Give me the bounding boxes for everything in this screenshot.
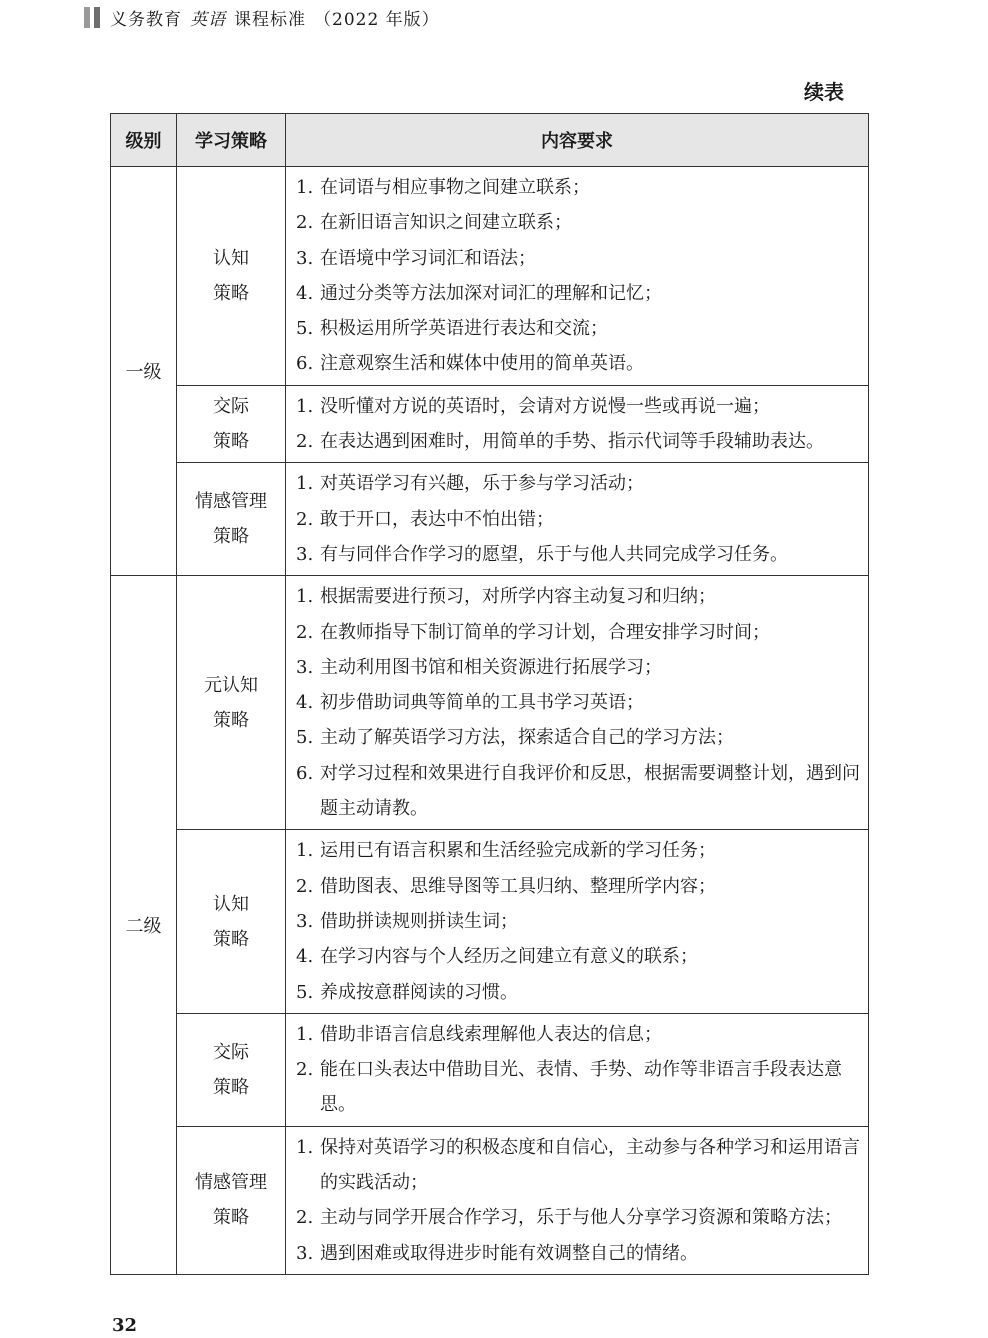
item-number: 4. <box>296 946 314 968</box>
list-item <box>296 650 862 685</box>
running-head <box>84 4 448 30</box>
content-cell <box>286 576 869 830</box>
strategy-label-line: 策略 <box>213 282 249 304</box>
item-text: 运用已有语言积累和生活经验完成新的学习任务； <box>320 840 716 862</box>
running-head-standard: 课程标准 <box>234 9 306 30</box>
item-number: 3. <box>296 910 314 932</box>
list-item <box>296 685 862 720</box>
table-row <box>111 167 869 386</box>
list-item <box>296 869 862 904</box>
item-text: 主动与同学开展合作学习，乐于与他人分享学习资源和策略方法； <box>320 1207 842 1229</box>
content-cell <box>286 830 869 1013</box>
strategy-label-line: 情感管理 <box>195 491 267 513</box>
list-item <box>296 241 862 276</box>
item-number: 6. <box>296 353 314 375</box>
list-item <box>296 466 862 501</box>
item-number: 2. <box>296 508 314 530</box>
content-cell <box>286 463 869 576</box>
table-header-row <box>111 114 869 167</box>
item-text: 没听懂对方说的英语时，会请对方说慢一些或再说一遍； <box>320 395 770 417</box>
item-number: 2. <box>296 431 314 453</box>
content-cell <box>286 167 869 386</box>
requirement-list <box>296 579 862 826</box>
item-text: 敢于开口，表达中不怕出错； <box>320 508 554 530</box>
list-item <box>296 537 862 572</box>
item-number: 5. <box>296 318 314 340</box>
strategy-label-line: 策略 <box>213 431 249 453</box>
strategy-label-line: 认知 <box>213 247 249 269</box>
item-number: 1. <box>296 473 314 495</box>
item-number: 3. <box>296 1242 314 1264</box>
requirement-list <box>296 833 862 1009</box>
strategy-label-line: 策略 <box>213 1076 249 1098</box>
level-cell: 二级 <box>111 576 177 1275</box>
list-item <box>296 579 862 614</box>
strategy-label-line: 认知 <box>213 893 249 915</box>
requirement-list <box>296 1017 862 1123</box>
item-text: 在语境中学习词汇和语法； <box>320 247 536 269</box>
content-cell <box>286 385 869 463</box>
continued-table-label: 续表 <box>804 80 844 104</box>
header-content: 内容要求 <box>286 114 869 167</box>
list-item <box>296 939 862 974</box>
strategy-label-line: 策略 <box>213 526 249 548</box>
table-body <box>111 167 869 1275</box>
list-item <box>296 346 862 381</box>
header-level: 级别 <box>111 114 177 167</box>
item-number: 3. <box>296 656 314 678</box>
strategy-label-line: 策略 <box>213 928 249 950</box>
item-text: 在词语与相应事物之间建立联系； <box>320 177 590 198</box>
requirement-list <box>296 170 862 382</box>
list-item <box>296 1200 862 1235</box>
list-item <box>296 1052 862 1123</box>
item-text: 主动利用图书馆和相关资源进行拓展学习； <box>320 656 662 678</box>
item-text: 在学习内容与个人经历之间建立有意义的联系； <box>320 946 698 968</box>
item-number: 2. <box>296 1059 314 1081</box>
list-item <box>296 502 862 537</box>
item-number: 1. <box>296 1136 314 1158</box>
strategy-label-line: 交际 <box>213 396 249 418</box>
list-item <box>296 424 862 459</box>
strategy-label-line: 交际 <box>213 1041 249 1063</box>
item-number: 1. <box>296 395 314 417</box>
strategy-cell <box>177 1126 286 1274</box>
item-text: 对学习过程和效果进行自我评价和反思，根据需要调整计划，遇到问题主动请教。 <box>320 762 860 820</box>
table-row <box>111 1013 869 1126</box>
item-text: 积极运用所学英语进行表达和交流； <box>320 318 608 340</box>
header-strategy: 学习策略 <box>177 114 286 167</box>
level-cell: 一级 <box>111 167 177 576</box>
item-number: 1. <box>296 1023 314 1045</box>
requirement-list <box>296 389 862 460</box>
content-cell <box>286 1013 869 1126</box>
item-text: 对英语学习有兴趣，乐于参与学习活动； <box>320 473 644 495</box>
table-row <box>111 576 869 830</box>
item-text: 在新旧语言知识之间建立联系； <box>320 212 572 234</box>
strategy-label-line: 策略 <box>213 1207 249 1229</box>
table-row <box>111 830 869 1013</box>
item-number: 2. <box>296 621 314 643</box>
item-number: 1. <box>296 840 314 862</box>
item-text: 有与同伴合作学习的愿望，乐于与他人共同完成学习任务。 <box>320 543 788 565</box>
list-item <box>296 615 862 650</box>
item-number: 5. <box>296 981 314 1003</box>
table-row <box>111 385 869 463</box>
list-item <box>296 170 862 205</box>
item-text: 在教师指导下制订简单的学习计划，合理安排学习时间； <box>320 621 770 643</box>
item-text: 通过分类等方法加深对词汇的理解和记忆； <box>320 282 662 304</box>
list-item <box>296 205 862 240</box>
item-number: 5. <box>296 727 314 749</box>
item-text: 注意观察生活和媒体中使用的简单英语。 <box>320 353 644 375</box>
list-item <box>296 389 862 424</box>
item-text: 保持对英语学习的积极态度和自信心，主动参与各种学习和运用语言的实践活动； <box>320 1136 860 1194</box>
strategy-cell <box>177 830 286 1013</box>
strategy-label-line: 元认知 <box>204 674 258 696</box>
item-text: 在表达遇到困难时，用简单的手势、指示代词等手段辅助表达。 <box>320 431 824 453</box>
strategy-cell <box>177 167 286 386</box>
item-text: 借助拼读规则拼读生词； <box>320 910 518 932</box>
strategy-cell <box>177 385 286 463</box>
requirement-list <box>296 466 862 572</box>
running-head-edition: （2022 年版） <box>314 9 440 30</box>
item-number: 1. <box>296 586 314 608</box>
list-item <box>296 1017 862 1052</box>
item-text: 能在口头表达中借助目光、表情、手势、动作等非语言手段表达意思。 <box>320 1059 842 1116</box>
item-number: 1. <box>296 177 314 198</box>
strategy-table <box>110 113 869 1275</box>
item-number: 6. <box>296 762 314 784</box>
table-row <box>111 463 869 576</box>
item-text: 初步借助词典等简单的工具书学习英语； <box>320 692 644 714</box>
item-number: 4. <box>296 692 314 714</box>
running-head-title: 义务教育 <box>110 9 182 30</box>
item-number: 3. <box>296 247 314 269</box>
item-number: 3. <box>296 543 314 565</box>
list-item <box>296 276 862 311</box>
strategy-cell <box>177 576 286 830</box>
list-item <box>296 720 862 755</box>
item-text: 主动了解英语学习方法，探索适合自己的学习方法； <box>320 727 734 749</box>
list-item <box>296 311 862 346</box>
item-number: 4. <box>296 282 314 304</box>
strategy-cell <box>177 1013 286 1126</box>
strategy-label-line: 策略 <box>213 709 249 731</box>
list-item <box>296 833 862 868</box>
list-item <box>296 1130 862 1201</box>
requirement-list <box>296 1130 862 1271</box>
list-item <box>296 1236 862 1271</box>
item-number: 2. <box>296 875 314 897</box>
running-head-subject: 英语 <box>190 9 226 30</box>
list-item <box>296 756 862 827</box>
strategy-label-line: 情感管理 <box>195 1172 267 1194</box>
item-number: 2. <box>296 212 314 234</box>
item-text: 养成按意群阅读的习惯。 <box>320 981 518 1003</box>
decorative-bars <box>84 7 100 28</box>
item-text: 遇到困难或取得进步时能有效调整自己的情绪。 <box>320 1242 698 1264</box>
list-item <box>296 975 862 1010</box>
item-text: 借助图表、思维导图等工具归纳、整理所学内容； <box>320 875 716 897</box>
item-number: 2. <box>296 1207 314 1229</box>
list-item <box>296 904 862 939</box>
page-number: 32 <box>112 1315 138 1336</box>
table-row <box>111 1126 869 1274</box>
content-cell <box>286 1126 869 1274</box>
item-text: 根据需要进行预习，对所学内容主动复习和归纳； <box>320 586 716 608</box>
strategy-cell <box>177 463 286 576</box>
item-text: 借助非语言信息线索理解他人表达的信息； <box>320 1023 662 1045</box>
